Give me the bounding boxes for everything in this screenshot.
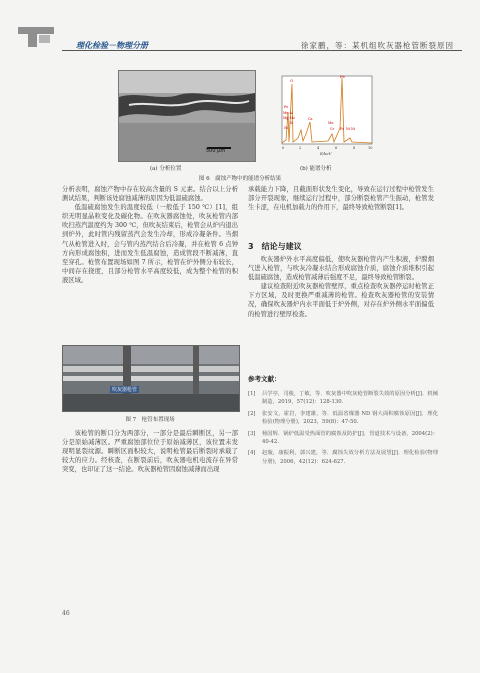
reference-text: 吕学亭，司俊，丁敏，等．吹灰器中吹灰枪管断裂失效的原因分析[J]．机械制造，2019，57(12)：128-130. — [262, 391, 438, 406]
reference-number: [1] — [248, 391, 256, 397]
references-list — [248, 390, 438, 469]
reference-item — [248, 430, 438, 447]
eds-xtick: 4 — [317, 146, 320, 150]
reference-number: [3] — [248, 430, 256, 437]
journal-logo — [18, 25, 54, 47]
header-divider — [62, 50, 462, 51]
reference-number: [4] — [248, 450, 256, 457]
conclusion-text — [248, 255, 434, 319]
paragraph: 承载能力下降，且截面形状发生变化，导致在运行过程中枪管发生部分开裂现象，继续运行过程中，部分断裂枪管产生振动，枪管发生卡涩，在电机加载力的作用下，最终导致枪管断裂[1]。 — [248, 186, 434, 212]
references-title: 参考文献： — [248, 375, 281, 383]
journal-name: 理化检验－物理分册 — [76, 41, 148, 50]
reference-item — [248, 410, 438, 427]
reference-text: 赵璇，康振利，郭兴建，等．腐蚀失效分析方法及展望[J]．理化检验(物理分册)，2006，42(12)：624-627. — [262, 450, 438, 465]
eds-peak-label: Mg Mo — [283, 116, 295, 120]
eds-peak-label: Ni — [284, 126, 288, 130]
reference-text: 张安文，霍岩，李建雄，等．低温省煤器 ND 钢大面积腐蚀原因[J]．理化检验(物理分册)，2023，59(8)：47-50. — [262, 410, 438, 426]
eds-peak-label: Fe — [284, 105, 289, 109]
paragraph: 吹灰器炉外水平高度偏低，使吹灰器枪管内产生积液，炉膛烟气进入枪管，与吹灰冷凝水结合形成腐蚀介质，腐蚀介质堆积引起低温硫腐蚀，造成枪管减薄后强度不足，最终导致枪管断裂。 — [248, 256, 434, 282]
paragraph: 分析表明，腐蚀产物中存在较高含量的 S 元素。结合以上分析测试结果，判断该处腐蚀减薄的原因为低温硫腐蚀。 — [62, 186, 238, 203]
reference-text: 杨国辉．锅炉低温受热面管的腐蚀及防护[J]．管道技术与设备，2004(2)：40-42. — [262, 430, 438, 446]
eds-xtick: 6 — [335, 146, 338, 150]
eds-peak-label: Si — [290, 121, 294, 125]
left-column-text-bottom — [62, 429, 238, 474]
sem-image — [118, 70, 256, 162]
figure6-caption: 图 6 腐蚀产物中的能谱分析结果 — [198, 176, 282, 182]
site-photo — [62, 345, 240, 412]
reference-item — [248, 390, 438, 407]
sem-scale-label: 500 μm — [206, 148, 226, 154]
reference-number: [2] — [248, 410, 256, 417]
eds-xtick: 10 — [368, 146, 373, 150]
eds-peak-label: Fe — [340, 74, 345, 79]
paragraph: 低温硫腐蚀发生的温度较低（一般低于 150 ℃）[1]，组织无明显晶粒变化及碳化物。在吹灰器腐蚀处，吹灰枪管内部吹扫蒸汽温度约为 300 ℃，但吹灰结束后，枪管会从炉内退出到炉外，此时管内残留蒸汽会发生冷却，形成冷凝条件。当烟气从枪管进入时，会与管内蒸汽结合后冷凝，并在枪管 6 点钟方向形成腐蚀积，进而发生低温腐蚀，造成管段不断减薄，直至穿孔。枪管布置现场如图 7 所示，枪管在炉外侧分布较长，中间存在挠度，且部分枪管水平高度较低，成为整个枪管的积液区域。 — [62, 204, 238, 284]
figure7-caption: 图 7 枪管布置现场 — [125, 417, 175, 423]
eds-xtick: 0 — [282, 146, 285, 150]
photo-label: 吹灰器枪管 — [112, 387, 138, 393]
section-heading: 3 结论与建议 — [248, 242, 302, 251]
eds-spectrum — [268, 72, 378, 156]
page-number: 46 — [62, 610, 70, 617]
eds-peak-label: Mn — [328, 121, 334, 125]
eds-xtick: 8 — [353, 146, 356, 150]
paragraph: 建议检查附近吹灰器枪管壁厚，重点检查吹灰器停运时枪管正下方区域，及时更换严重减薄的枪管。检查吹灰器枪管的安装情况，确保吹灰器炉内水平面低于炉外侧，对存在炉外侧水平面偏低的枪管进行壁厚检查。 — [248, 283, 434, 318]
eds-xtick: 2 — [299, 146, 302, 150]
figure6-subcaption-b: (b) 能谱分析 — [300, 166, 332, 172]
eds-peak-label: Ca — [308, 117, 313, 121]
eds-xlabel: E/keV — [320, 151, 332, 156]
eds-peak-label: Fe — [340, 127, 345, 131]
eds-peak-label: Cr — [330, 127, 335, 131]
paragraph: 该枪管的断口分为两部分，一部分是最后瞬断区，另一部分是原始减薄区。严重腐蚀部位位于原始减薄区，该位置未发现明显裂纹源。瞬断区面积较大，说明枪管最后断裂时承载了较大的应力。经核查，在断裂前后，吹灰器电机电流存在异常突变，也印证了这一结论。吹灰器枪管因腐蚀减薄而出现 — [62, 430, 238, 474]
running-title: 徐家鹏，等：某机组吹灰器枪管断裂原因 — [301, 41, 454, 50]
right-column-text-top — [248, 185, 434, 212]
left-column-text-top — [62, 185, 238, 285]
eds-peak-label: Mn Al — [283, 111, 293, 115]
figure6-subcaption-a: (a) 分析位置 — [150, 166, 182, 172]
reference-item — [248, 449, 438, 466]
eds-peak-label: Ni Ni — [346, 127, 355, 131]
eds-peak-label: O — [290, 78, 294, 83]
